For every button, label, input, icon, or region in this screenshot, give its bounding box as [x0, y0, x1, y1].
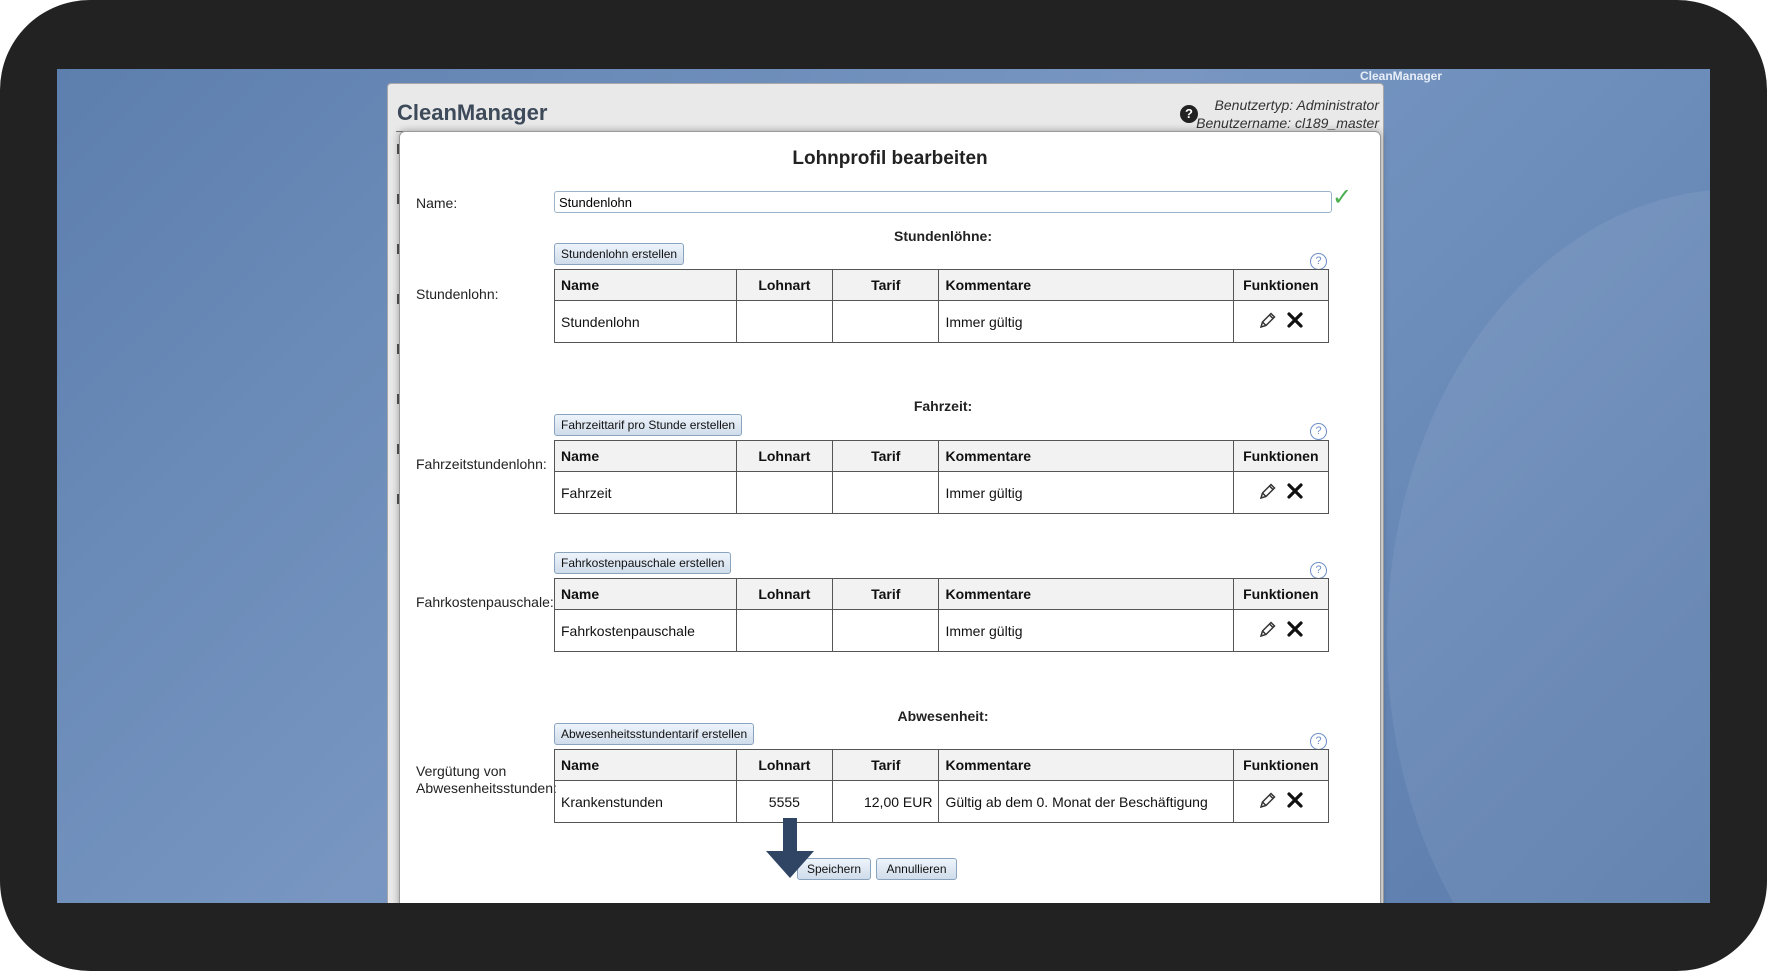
- column-header-tarif: Tarif: [833, 750, 939, 781]
- desktop: [57, 69, 1710, 903]
- absence-table: [554, 749, 1329, 823]
- cell-name: Fahrzeit: [555, 472, 737, 514]
- app-title: CleanManager: [397, 100, 548, 125]
- create-hourly-wage-button[interactable]: Stundenlohn erstellen: [554, 243, 684, 265]
- table-header-row: [555, 750, 1329, 781]
- edit-wage-profile-dialog: [399, 131, 1381, 903]
- edit-pencil-icon[interactable]: [1258, 481, 1278, 501]
- user-name: Benutzername: cl189_master: [1196, 115, 1379, 131]
- create-absence-rate-button[interactable]: Abwesenheitsstundentarif erstellen: [554, 723, 754, 745]
- delete-x-icon[interactable]: [1286, 791, 1304, 809]
- cell-kommentare: Immer gültig: [939, 472, 1233, 514]
- column-header-kommentare: Kommentare: [939, 441, 1233, 472]
- help-icon[interactable]: ?: [1310, 733, 1327, 750]
- edit-pencil-icon[interactable]: [1258, 790, 1278, 810]
- cell-tarif: 12,00 EUR: [833, 781, 939, 823]
- table-header-row: [555, 579, 1329, 610]
- column-header-kommentare: Kommentare: [939, 579, 1233, 610]
- edit-pencil-icon[interactable]: [1258, 619, 1278, 639]
- help-icon[interactable]: ?: [1310, 423, 1327, 440]
- cell-kommentare: Immer gültig: [939, 610, 1233, 652]
- dialog-title: Lohnprofil bearbeiten: [792, 148, 988, 169]
- cancel-button[interactable]: Annullieren: [876, 858, 957, 880]
- table-row: [555, 610, 1329, 652]
- column-header-funktionen: Funktionen: [1233, 441, 1328, 472]
- column-header-lohnart: Lohnart: [736, 750, 832, 781]
- cell-lohnart: [736, 472, 832, 514]
- label-line: Abwesenheitsstunden:: [416, 780, 557, 796]
- column-header-lohnart: Lohnart: [736, 270, 832, 301]
- user-info: [1196, 96, 1379, 132]
- label-line: Vergütung von: [416, 763, 507, 779]
- section-heading-stundenloehne: Stundenlöhne:: [894, 228, 992, 244]
- cell-funktionen: [1233, 781, 1328, 823]
- cell-name: Stundenlohn: [555, 301, 737, 343]
- cell-tarif: [833, 610, 939, 652]
- save-button[interactable]: Speichern: [797, 858, 871, 880]
- column-header-tarif: Tarif: [833, 270, 939, 301]
- help-icon[interactable]: ?: [1180, 105, 1198, 123]
- section-label-abwesenheitsstunden: [416, 763, 557, 797]
- edit-pencil-icon[interactable]: [1258, 310, 1278, 330]
- down-arrow-icon: [764, 818, 816, 880]
- help-icon[interactable]: ?: [1310, 253, 1327, 270]
- cell-name: Krankenstunden: [555, 781, 737, 823]
- travel-cost-table: [554, 578, 1329, 652]
- column-header-tarif: Tarif: [833, 441, 939, 472]
- delete-x-icon[interactable]: [1286, 482, 1304, 500]
- cell-kommentare: Immer gültig: [939, 301, 1233, 343]
- column-header-funktionen: Funktionen: [1233, 750, 1328, 781]
- cell-lohnart: [736, 610, 832, 652]
- column-header-kommentare: Kommentare: [939, 750, 1233, 781]
- valid-check-icon: ✓: [1332, 184, 1353, 211]
- column-header-name: Name: [555, 441, 737, 472]
- wallpaper-swoosh: [1387, 189, 1710, 903]
- cell-name: Fahrkostenpauschale: [555, 610, 737, 652]
- cell-funktionen: [1233, 610, 1328, 652]
- cell-tarif: [833, 472, 939, 514]
- column-header-name: Name: [555, 579, 737, 610]
- name-input[interactable]: [554, 191, 1332, 213]
- column-header-funktionen: Funktionen: [1233, 270, 1328, 301]
- table-header-row: [555, 441, 1329, 472]
- section-label-fahrzeitstundenlohn: Fahrzeitstundenlohn:: [416, 456, 547, 472]
- column-header-lohnart: Lohnart: [736, 441, 832, 472]
- column-header-name: Name: [555, 270, 737, 301]
- column-header-lohnart: Lohnart: [736, 579, 832, 610]
- column-header-name: Name: [555, 750, 737, 781]
- delete-x-icon[interactable]: [1286, 620, 1304, 638]
- create-travel-time-rate-button[interactable]: Fahrzeittarif pro Stunde erstellen: [554, 414, 742, 436]
- travel-time-table: [554, 440, 1329, 514]
- cell-kommentare: Gültig ab dem 0. Monat der Beschäftigung: [939, 781, 1233, 823]
- os-window-title: CleanManager: [1359, 69, 1442, 83]
- section-label-fahrkostenpauschale: Fahrkostenpauschale:: [416, 594, 554, 610]
- column-header-funktionen: Funktionen: [1233, 579, 1328, 610]
- table-row: [555, 301, 1329, 343]
- cell-funktionen: [1233, 472, 1328, 514]
- cell-funktionen: [1233, 301, 1328, 343]
- section-heading-abwesenheit: Abwesenheit:: [897, 708, 989, 724]
- table-header-row: [555, 270, 1329, 301]
- create-travel-cost-allowance-button[interactable]: Fahrkostenpauschale erstellen: [554, 552, 731, 574]
- delete-x-icon[interactable]: [1286, 311, 1304, 329]
- column-header-tarif: Tarif: [833, 579, 939, 610]
- user-type: Benutzertyp: Administrator: [1214, 97, 1379, 113]
- help-icon[interactable]: ?: [1310, 562, 1327, 579]
- table-row: [555, 472, 1329, 514]
- cell-lohnart: [736, 301, 832, 343]
- table-row: [555, 781, 1329, 823]
- section-label-stundenlohn: Stundenlohn:: [416, 286, 499, 302]
- section-heading-fahrzeit: Fahrzeit:: [913, 398, 973, 414]
- cell-tarif: [833, 301, 939, 343]
- column-header-kommentare: Kommentare: [939, 270, 1233, 301]
- cell-lohnart: 5555: [736, 781, 832, 823]
- name-label: Name:: [416, 195, 458, 211]
- hourly-wage-table: [554, 269, 1329, 343]
